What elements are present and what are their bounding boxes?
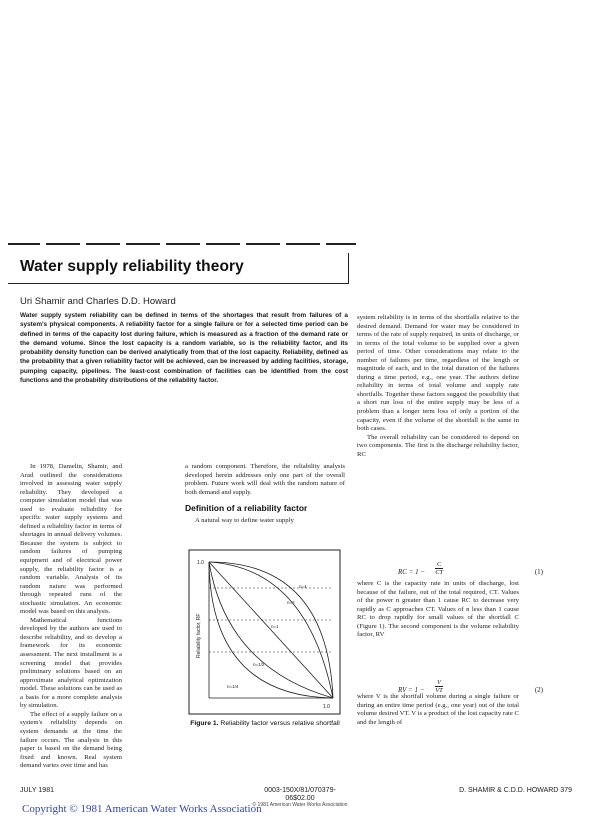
body-column-3 xyxy=(357,314,519,459)
figure-1 xyxy=(187,548,342,716)
footer-code-text: 0003-150X/81/070379-06$02.00 xyxy=(264,787,336,802)
denominator: CT xyxy=(435,569,444,576)
numerator: V xyxy=(437,679,441,686)
body-column-3-mid xyxy=(357,580,519,640)
caption-label: Figure 1. xyxy=(190,720,219,727)
paragraph: system reliability is in terms of the shortfalls relative to the desired demand. Demand for water may be considered in terms of the rate of supply required, in units of discharge, or in terms of the total volume to be supplied over a given period of time. Other considerations may relate to the number of failures per time, regardless of the length or magnitude of each, and to the total duration of the failures during a time period, e.g., one year. The authors define reliability in terms of total volume and supply rate shortfalls. Together these factors suggest the possibility that a short run loss of the entire supply may be less of a problem than a longer term loss of only a portion of the capacity, even if the volume of the shortfall is the same in both cases. xyxy=(357,314,519,433)
paragraph: Mathematical functions developed by the authors are used to describe reliability, and to develop a framework for its economic assessment. The next installment is a screening model that provides preliminary solutions based on an approximate analytical optimization model. These solutions can be used as a basis for a more complete analysis by simulation. xyxy=(20,616,122,710)
body-column-2 xyxy=(185,463,345,497)
curve-n-1 xyxy=(209,562,333,698)
equation-number: (2) xyxy=(534,686,543,694)
y-tick-top: 1.0 xyxy=(197,560,204,566)
denominator: VT xyxy=(435,687,443,694)
paragraph: The effect of a supply failure on a system's reliability depends on system demands at the time the failure occurs. The analysis in this paper is based on the demand being fixed and known. Real system demand varies over time and has xyxy=(20,710,122,770)
body-column-3-bottom xyxy=(357,693,519,727)
footer-page: D. SHAMIR & C.D.D. HOWARD 379 xyxy=(459,787,572,794)
copyright-link[interactable]: Copyright © 1981 American Water Works Association xyxy=(22,803,262,815)
curve-label: n=1 xyxy=(271,624,279,629)
reliability-chart xyxy=(187,548,342,716)
y-axis-label: Reliability factor, RF xyxy=(196,613,202,658)
equation-number: (1) xyxy=(534,568,543,576)
numerator: C xyxy=(437,561,442,568)
body-column-1 xyxy=(20,463,122,771)
caption-text: Reliability factor versus relative shortfall xyxy=(220,720,340,727)
curve-label: n=1/2 xyxy=(253,662,265,667)
paragraph: A natural way to define water supply xyxy=(195,517,294,524)
title-rule xyxy=(8,243,356,245)
figure-caption xyxy=(185,720,345,728)
paragraph: The overall reliability can be considered to depend on two components. The first is the discharge reliability factor, RC xyxy=(357,433,519,458)
equation-lhs: RC = 1 − xyxy=(398,568,426,576)
equation-fraction xyxy=(435,561,443,576)
paragraph: where C is the capacity rate in units of discharge, lost because of the failure, out of the total required, CT. Values of the power n greater than 1 cause RC to decrease very rapidly as C approaches CT. Values of n less than 1 cause RC to drop rapidly for small values of the shortfall C (Figure 1). The second component is the volume reliability factor, RV xyxy=(357,580,519,639)
curve-label: n=2 xyxy=(287,600,295,605)
curve-label: n=4 xyxy=(299,584,307,589)
equation-lhs: RV = 1 − xyxy=(398,686,425,694)
paragraph: where V is the shortfall volume during a single failure or during an entire time period (e.g., one year) out of the total volume desired VT. V is a product of the lost capacity rate C and the length of xyxy=(357,693,520,726)
footer-code-small: © 1981 American Water Works Association xyxy=(252,802,348,808)
section-intro xyxy=(185,517,345,526)
x-tick-right: 1.0 xyxy=(323,704,330,710)
paragraph: a random component. Therefore, the reliability analysis developed herein addresses only one part of the overall problem. Future work will deal with the random nature of both demand and supply. xyxy=(185,463,345,496)
article-title: Water supply reliability theory xyxy=(20,258,244,275)
article-authors: Uri Shamir and Charles D.D. Howard xyxy=(20,296,176,307)
equation-fraction xyxy=(435,679,443,694)
paragraph: In 1978, Damelin, Shamir, and Arad outlined the considerations involved in assessing water supply reliability. They developed a computer simulation model that was used to evaluate reliability for specific water supply systems and defined a reliability factor in terms of shortages in annual delivery volumes. Because the system is subject to random failures of pumping equipment and of electrical power supply, the reliability factor is a random variable. Analysis of its random nature was performed through repeated runs of the stochastic simulation. An economic model was based on this analysis. xyxy=(20,463,122,616)
footer-code xyxy=(250,787,350,810)
footer-date: JULY 1981 xyxy=(20,787,54,794)
article-abstract: Water supply system reliability can be defined in terms of the shortages that result from failures of a system's physical components. A reliability factor for a single failure or for a selected time period can be defined in terms of the capacity lost during failure, which is measured as a fraction of the demand rate or the demand volume. Since the lost capacity is a random variable, so is the reliability factor, and its probability density function can be derived analytically from that of the lost capacity. Reliability, defined as the probability that a given reliability factor will be achieved, can be increased by adding facilities, storage, pumping capacity, pipelines. The least-cost combination of facilities can be identified from the cost functions and the probability distributions of the reliability factor. xyxy=(20,312,348,385)
curve-label: n=1/4 xyxy=(227,684,239,689)
section-heading: Definition of a reliability factor xyxy=(185,503,308,513)
